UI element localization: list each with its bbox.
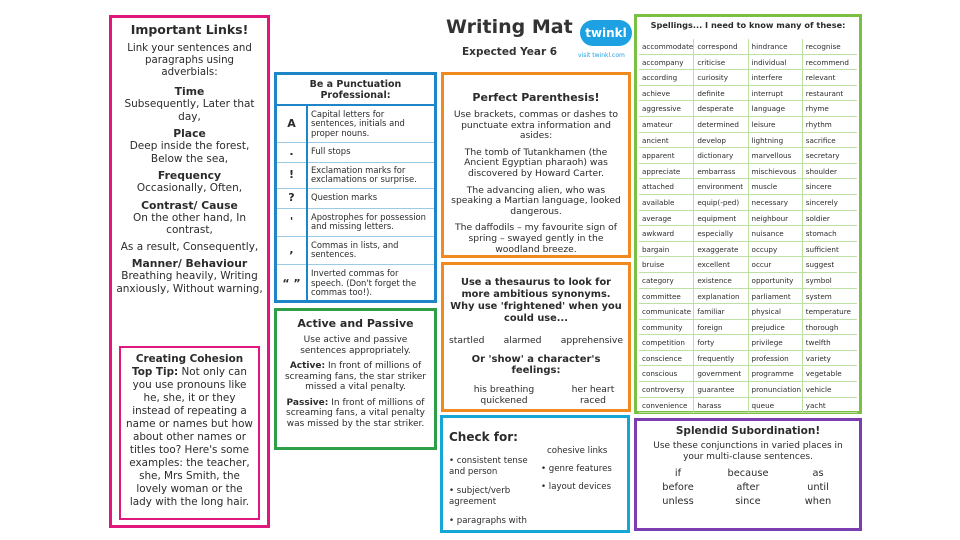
cohesion-tip-title: Creating Cohesion Top Tip: (132, 353, 244, 378)
punctuation-symbol: ' (277, 208, 307, 236)
page-header (440, 14, 630, 66)
spelling-word: ancient (639, 133, 694, 149)
spelling-word: accommodate (639, 39, 694, 55)
spelling-word: shoulder (803, 164, 857, 180)
spelling-word: especially (694, 226, 748, 242)
spelling-word: existence (694, 273, 748, 289)
passive-example (283, 398, 428, 430)
spelling-word: necessary (749, 195, 803, 211)
spelling-word: secretary (803, 148, 857, 164)
spelling-word: controversy (639, 382, 694, 398)
spelling-word: criticise (694, 55, 748, 71)
spelling-word: vehicle (803, 382, 857, 398)
page-title: Writing Mat (446, 16, 573, 38)
spelling-word: conscious (639, 366, 694, 382)
spelling-word: achieve (639, 86, 694, 102)
parenthesis-example: The daffodils – my favourite sign of spring – swayed gently in the woodland breeze. (455, 222, 617, 255)
spelling-word: relevant (803, 70, 857, 86)
checklist-item: • consistent tense and person (449, 456, 528, 477)
spelling-word: stomach (803, 226, 857, 242)
spelling-word: muscle (749, 179, 803, 195)
table-row (277, 188, 434, 208)
table-row (277, 162, 434, 188)
conjunction-grid (643, 467, 853, 508)
punctuation-symbol: , (277, 236, 307, 264)
punctuation-description: Inverted commas for speech. (Don't forget the commas too!). (311, 268, 417, 297)
parenthesis-intro: Use brackets, commas or dashes to punctuate extra information and asides: (453, 109, 619, 142)
punctuation-symbol: ! (277, 162, 307, 188)
checklist-item: • paragraphs with (449, 516, 527, 526)
spelling-word: dictionary (694, 148, 748, 164)
spelling-word: awkward (639, 226, 694, 242)
synonym-list (449, 335, 623, 346)
spelling-word: restaurant (803, 86, 857, 102)
conjunction: as (812, 468, 824, 479)
spelling-word: determined (694, 117, 748, 133)
parenthesis-example: The tomb of Tutankhamen (the Ancient Egyptian pharaoh) was discovered by Howard Carter. (464, 146, 608, 179)
spelling-word: equip(-ped) (694, 195, 748, 211)
punctuation-title: Be a Punctuation Professional: (277, 75, 434, 106)
spelling-word: aggressive (639, 101, 694, 117)
spelling-word: excellent (694, 257, 748, 273)
spelling-word: occupy (749, 242, 803, 258)
spelling-word: rhyme (803, 101, 857, 117)
adverbial-example: Breathing heavily, Writing anxiously, Without warning, (116, 270, 263, 295)
spelling-word: embarrass (694, 164, 748, 180)
adverbial-example: Occasionally, Often, (136, 182, 243, 194)
parenthesis-example: The advancing alien, who was speaking a Martian language, looked dangerous. (451, 184, 621, 217)
adverbial-example: As a result, Consequently, (120, 240, 259, 253)
spelling-word: apparent (639, 148, 694, 164)
punctuation-panel (274, 72, 437, 303)
spelling-word: according (639, 70, 694, 86)
spelling-word: marvellous (749, 148, 803, 164)
punctuation-description: Apostrophes for possession and missing letters. (307, 208, 434, 236)
spelling-word: harass (694, 398, 748, 414)
adverbial-example: Deep inside the forest, Below the sea, (129, 140, 250, 165)
spelling-word: soldier (803, 211, 857, 227)
spelling-word: government (694, 366, 748, 382)
spelling-word: vegetable (803, 366, 857, 382)
spelling-word: temperature (803, 304, 857, 320)
parenthesis-title: Perfect Parenthesis! (472, 91, 600, 104)
active-example (283, 361, 428, 393)
conjunction: unless (662, 496, 694, 507)
spelling-word: attached (639, 179, 694, 195)
spelling-word: twelfth (803, 335, 857, 351)
important-links-panel (109, 15, 270, 528)
checklist-item: cohesive links (547, 446, 608, 456)
adverbial-example: On the other hand, In contrast, (133, 211, 246, 236)
table-row (277, 236, 434, 264)
feeling-phrase: her heart raced (571, 384, 615, 406)
spelling-word: neighbour (749, 211, 803, 227)
conjunction: until (807, 482, 829, 493)
spelling-word: sacrifice (803, 133, 857, 149)
spelling-word: accompany (639, 55, 694, 71)
spelling-word: thorough (803, 320, 857, 336)
spelling-word: language (749, 101, 803, 117)
important-links-intro: Link your sentences and paragraphs using adverbials: (127, 43, 252, 78)
thesaurus-panel (441, 262, 631, 412)
spelling-word: curiosity (694, 70, 748, 86)
checklist-item: • subject/verb agreement (449, 486, 511, 507)
spelling-word: amateur (639, 117, 694, 133)
synonym: apprehensive (560, 335, 623, 346)
cohesion-tip-text: Not only can you use pronouns like he, she, it or they instead of repeating a name or names but how about other names or titles too? Here's some examples: the teacher, she, Mrs Smith, the lovely woman or the lady with the long hair. (126, 366, 253, 508)
subordination-intro: Use these conjunctions in varied places in your multi-clause sentences. (653, 441, 843, 462)
spelling-word: bargain (639, 242, 694, 258)
table-row (277, 106, 434, 142)
table-row (277, 208, 434, 236)
logo-url: visit twinkl.com (578, 52, 625, 59)
conjunction: before (662, 482, 694, 493)
feeling-phrase: his breathing quickened (473, 384, 535, 406)
adverbial-heading: Contrast/ Cause (141, 198, 238, 212)
thesaurus-title: Use a thesaurus to look for more ambitious synonyms. Why use 'frightened' when you could use... (450, 277, 622, 324)
spelling-word: desperate (694, 101, 748, 117)
adverbial-heading: Place (173, 127, 206, 140)
synonym: alarmed (503, 335, 542, 346)
spelling-word: profession (749, 351, 803, 367)
spelling-word: rhythm (803, 117, 857, 133)
conjunction: because (727, 468, 769, 479)
spelling-word: exaggerate (694, 242, 748, 258)
spelling-word: environment (694, 179, 748, 195)
punctuation-description: Exclamation marks for exclamations or surprise. (307, 162, 434, 188)
spelling-word: develop (694, 133, 748, 149)
spelling-word: foreign (694, 320, 748, 336)
spelling-word: prejudice (749, 320, 803, 336)
check-for-panel (440, 415, 630, 533)
spelling-word: recognise (803, 39, 857, 55)
spelling-word: communicate (639, 304, 694, 320)
punctuation-symbol: “ ” (277, 264, 307, 302)
conjunction: after (736, 482, 760, 493)
spelling-word: interrupt (749, 86, 803, 102)
check-for-title: Check for: (449, 430, 518, 444)
spelling-word: equipment (694, 211, 748, 227)
spelling-word: available (639, 195, 694, 211)
spelling-word: bruise (639, 257, 694, 273)
spelling-word: system (803, 289, 857, 305)
spelling-word: conscience (639, 351, 694, 367)
spelling-word: individual (749, 55, 803, 71)
spelling-word: occur (749, 257, 803, 273)
spelling-word: sincere (803, 179, 857, 195)
feelings-row (449, 384, 623, 406)
conjunction: if (674, 468, 682, 479)
spelling-word: symbol (803, 273, 857, 289)
spelling-word: opportunity (749, 273, 803, 289)
spelling-word: guarantee (694, 382, 748, 398)
spelling-word: programme (749, 366, 803, 382)
active-passive-intro: Use active and passive sentences appropriately. (300, 335, 411, 356)
table-row (277, 264, 434, 302)
spelling-word: privilege (749, 335, 803, 351)
spelling-word: physical (749, 304, 803, 320)
spelling-word: sufficient (803, 242, 857, 258)
active-passive-panel (274, 308, 437, 450)
spelling-word: hindrance (749, 39, 803, 55)
adverbial-heading: Time (174, 85, 205, 98)
adverbial-heading: Frequency (157, 169, 222, 182)
spelling-word: nuisance (749, 226, 803, 242)
spelling-word: correspond (694, 39, 748, 55)
show-feelings-title: Or 'show' a character's feelings: (471, 354, 601, 376)
important-links-title: Important Links! (130, 22, 249, 37)
spelling-word: variety (803, 351, 857, 367)
spelling-word: interfere (749, 70, 803, 86)
conjunction: since (735, 496, 761, 507)
punctuation-table (277, 106, 434, 302)
spelling-word: frequently (694, 351, 748, 367)
checklist-item: • layout devices (541, 482, 612, 492)
spellings-title: Spellings... I need to know many of these: (650, 20, 846, 30)
spelling-word: leisure (749, 117, 803, 133)
spelling-word: committee (639, 289, 694, 305)
active-label: Active: (289, 361, 326, 371)
adverbial-example: Subsequently, Later that day, (124, 98, 255, 123)
spelling-word: category (639, 273, 694, 289)
subordination-title: Splendid Subordination! (675, 425, 821, 437)
twinkl-logo: twinkl (580, 20, 632, 46)
table-row (277, 142, 434, 162)
punctuation-description: Capital letters for sentences, initials and proper nouns. (307, 106, 434, 142)
page-subtitle: Expected Year 6 (462, 46, 558, 58)
spelling-word: familiar (694, 304, 748, 320)
active-passive-title: Active and Passive (297, 317, 414, 330)
spelling-word: convenience (639, 398, 694, 414)
punctuation-description: Full stops (307, 142, 434, 162)
spelling-word: lightning (749, 133, 803, 149)
spelling-word: community (639, 320, 694, 336)
spelling-word: forty (694, 335, 748, 351)
conjunction: when (804, 496, 832, 507)
spelling-word: recommend (803, 55, 857, 71)
spelling-word: competition (639, 335, 694, 351)
spelling-word: mischievous (749, 164, 803, 180)
spelling-word: yacht (803, 398, 857, 414)
spelling-word: average (639, 211, 694, 227)
subordination-panel (634, 418, 862, 531)
spelling-word: appreciate (639, 164, 694, 180)
punctuation-description: Question marks (307, 188, 434, 208)
adverbial-heading: Manner/ Behaviour (131, 257, 248, 270)
punctuation-symbol: ? (277, 188, 307, 208)
cohesion-tip-box (119, 346, 260, 520)
spelling-word: sincerely (803, 195, 857, 211)
punctuation-symbol: A (277, 106, 307, 142)
spelling-word: parliament (749, 289, 803, 305)
punctuation-description: Commas in lists, and sentences. (307, 236, 434, 264)
checklist-item: • genre features (541, 464, 612, 474)
parenthesis-panel (441, 72, 631, 258)
spellings-panel (634, 14, 862, 414)
synonym: startled (449, 335, 485, 346)
spelling-word: definite (694, 86, 748, 102)
passive-text: In front of millions of screaming fans, a vital penalty was missed by the star striker. (286, 397, 425, 429)
active-text: In front of millions of screaming fans, the star striker missed a vital penalty. (284, 361, 426, 392)
spelling-word: suggest (803, 257, 857, 273)
passive-label: Passive: (286, 397, 329, 408)
spelling-word: explanation (694, 289, 748, 305)
punctuation-symbol: . (277, 142, 307, 162)
spelling-word: pronunciation (749, 382, 803, 398)
spellings-grid (639, 39, 857, 413)
spelling-word: queue (749, 398, 803, 414)
